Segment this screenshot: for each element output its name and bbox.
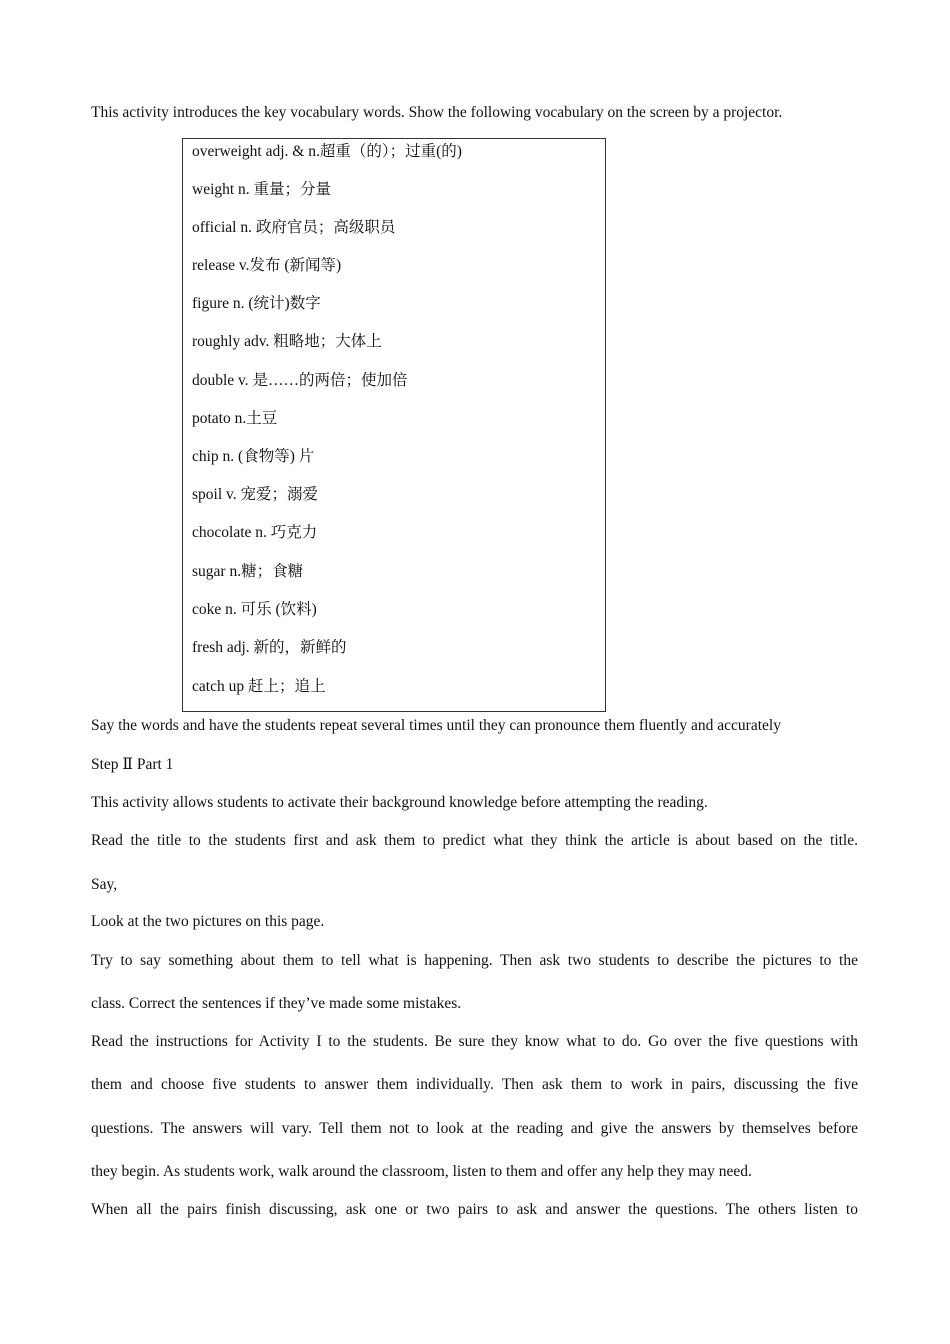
instructions-paragraph-line: Read the instructions for Activity I to the students. Be sure they know what to do. Go over the five questions with <box>91 1033 858 1050</box>
instructions-paragraph-line: questions. The answers will vary. Tell them not to look at the reading and give the answers by themselves before <box>91 1120 858 1137</box>
vocab-item: chip n. (食物等) 片 <box>192 448 315 465</box>
activate-paragraph: This activity allows students to activate their background knowledge before attempting the reading. <box>91 794 708 811</box>
read-title-paragraph: Read the title to the students first and ask them to predict what they think the article is about based on the title. <box>91 832 858 849</box>
try-paragraph-line: Try to say something about them to tell what is happening. Then ask two students to describe the pictures to the <box>91 952 858 969</box>
intro-paragraph: This activity introduces the key vocabulary words. Show the following vocabulary on the screen by a projector. <box>91 104 783 121</box>
vocab-item: roughly adv. 粗略地；大体上 <box>192 333 382 350</box>
vocab-item: double v. 是……的两倍；使加倍 <box>192 372 408 389</box>
vocab-item: weight n. 重量；分量 <box>192 181 332 198</box>
try-paragraph-line: class. Correct the sentences if they’ve made some mistakes. <box>91 995 462 1012</box>
vocab-item: chocolate n. 巧克力 <box>192 524 318 541</box>
look-line: Look at the two pictures on this page. <box>91 913 325 930</box>
vocab-item: potato n.土豆 <box>192 410 278 427</box>
vocab-item: coke n. 可乐 (饮料) <box>192 601 317 618</box>
instructions-paragraph-line: they begin. As students work, walk around the classroom, listen to them and offer any help they may need. <box>91 1163 752 1180</box>
vocab-item: release v.发布 (新闻等) <box>192 257 342 274</box>
vocab-item: sugar n.糖；食糖 <box>192 563 304 580</box>
when-paragraph-line: When all the pairs finish discussing, ask one or two pairs to ask and answer the questions. The others listen to <box>91 1201 858 1218</box>
vocab-item: official n. 政府官员；高级职员 <box>192 219 396 236</box>
vocab-item: fresh adj. 新的，新鲜的 <box>192 639 347 656</box>
vocab-item: catch up 赶上；追上 <box>192 678 326 695</box>
after-vocab-paragraph: Say the words and have the students repeat several times until they can pronounce them fluently and accurately <box>91 717 781 734</box>
instructions-paragraph-line: them and choose five students to answer them individually. Then ask them to work in pairs, discussing the five <box>91 1076 858 1093</box>
vocabulary-box <box>182 138 606 712</box>
say-line: Say, <box>91 876 118 893</box>
vocab-item: overweight adj. & n.超重（的）；过重(的) <box>192 143 462 160</box>
vocab-item: figure n. (统计)数字 <box>192 295 321 312</box>
step-heading: Step Ⅱ Part 1 <box>91 756 174 773</box>
vocab-item: spoil v. 宠爱；溺爱 <box>192 486 319 503</box>
